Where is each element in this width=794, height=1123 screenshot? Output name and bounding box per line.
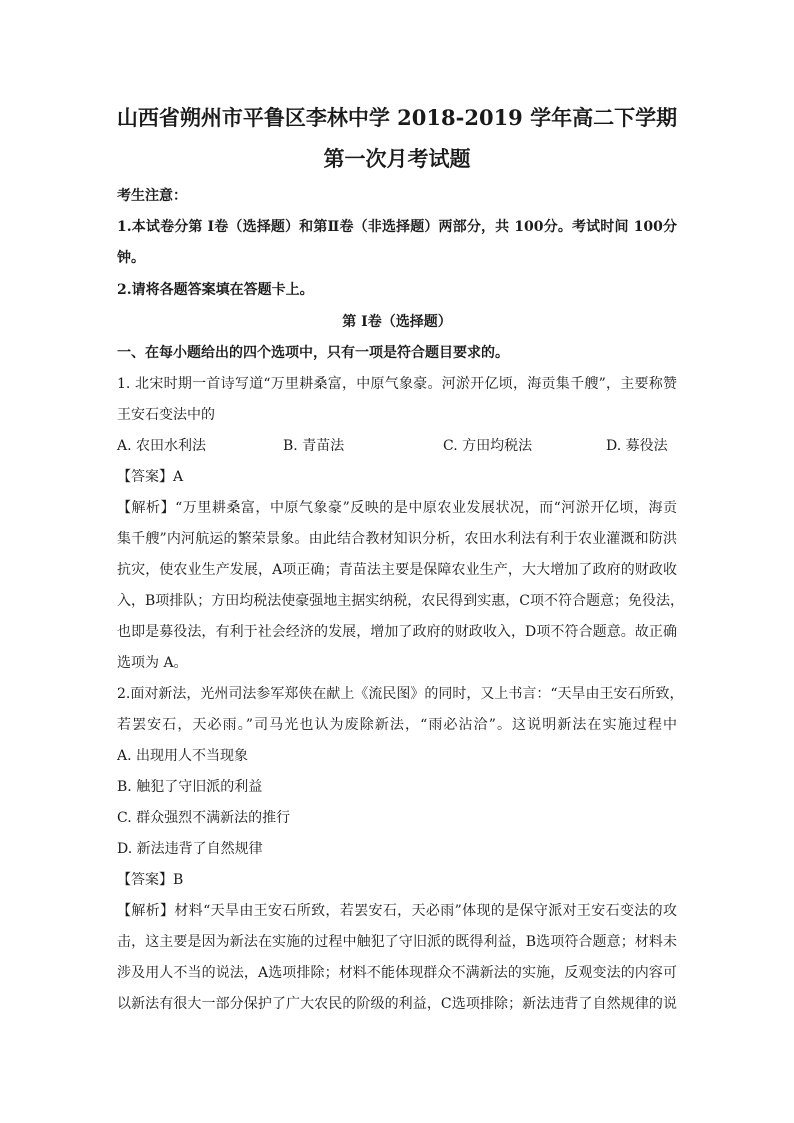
notice-item-1-continued: 钟。 — [117, 250, 145, 266]
analysis-line: 选项为 A。 — [117, 655, 188, 671]
question-stem-continued: 王安石变法中的 — [117, 407, 215, 423]
option-a: A. 出现用人不当现象 — [117, 748, 249, 764]
option-c: C. 群众强烈不满新法的推行 — [117, 810, 291, 826]
option-d: D. 募役法 — [606, 438, 668, 454]
question-stem: 2.面对新法，光州司法参军郑侠在献上《流民图》的同时，又上书言：“天旱由王安石所致， — [117, 686, 684, 702]
analysis-line: 入，B项排队；方田均税法使豪强地主据实纳税，农民得到实惠，C项不符合题意；免役法， — [117, 593, 684, 609]
answer: 【答案】B — [117, 872, 184, 888]
analysis-line: 也即是募役法，有利于社会经济的发展，增加了政府的财政收入，D项不符合题意。故正确 — [117, 624, 677, 640]
notice-heading: 考生注意： — [117, 188, 187, 204]
option-d: D. 新法违背了自然规律 — [117, 841, 263, 857]
question-stem: 1. 北宋时期一首诗写道“万里耕桑富，中原气象豪。河淤开亿顷，海贡集千艘”，主要称赞 — [117, 376, 677, 392]
option-a: A. 农田水利法 — [117, 438, 207, 454]
question-stem-continued: 若罢安石，天必雨。”司马光也认为废除新法，“雨必沾洽”。这说明新法在实施过程中 — [117, 717, 677, 733]
page-title: 山西省朔州市平鲁区李林中学 2018-2019 学年高二下学期 — [116, 105, 678, 130]
analysis-line: 以新法有很大一部分保护了广大农民的阶级的利益，C选项排除；新法违背了自然规律的说 — [117, 996, 677, 1012]
page-subtitle: 第一次月考试题 — [323, 146, 471, 171]
option-c: C. 方田均税法 — [443, 438, 533, 454]
analysis-line: 集千艘”内河航运的繁荣景象。由此结合教材知识分析，农田水利法有利于农业灌溉和防洪 — [117, 531, 677, 547]
option-b: B. 青苗法 — [283, 438, 345, 454]
analysis-line: 【解析】“万里耕桑富，中原气象豪”反映的是中原农业发展状况，而“河淤开亿顷，海贡 — [117, 500, 677, 516]
notice-item-2: 2.请将各题答案填在答题卡上。 — [117, 282, 314, 298]
analysis-line: 击，这主要是因为新法在实施的过程中触犯了守旧派的既得利益，B选项符合题意；材料未 — [117, 934, 677, 950]
section-title: 第 Ⅰ卷（选择题） — [342, 314, 452, 330]
section-instruction: 一、在每小题给出的四个选项中，只有一项是符合题目要求的。 — [117, 345, 509, 361]
option-b: B. 触犯了守旧派的利益 — [117, 779, 263, 795]
notice-item-1: 1.本试卷分第 Ⅰ卷（选择题）和第Ⅱ卷（非选择题）两部分，共 100分。考试时间 100分 — [117, 219, 677, 235]
analysis-line: 抗灾，使农业生产发展，A项正确；青苗法主要是保障农业生产，大大增加了政府的财政收 — [117, 562, 677, 578]
answer: 【答案】A — [117, 469, 184, 485]
analysis-line: 【解析】材料“天旱由王安石所致，若罢安石，天必雨”体现的是保守派对王安石变法的攻 — [117, 903, 677, 919]
analysis-line: 涉及用人不当的说法，A选项排除；材料不能体现群众不满新法的实施，反观变法的内容可 — [117, 965, 677, 981]
